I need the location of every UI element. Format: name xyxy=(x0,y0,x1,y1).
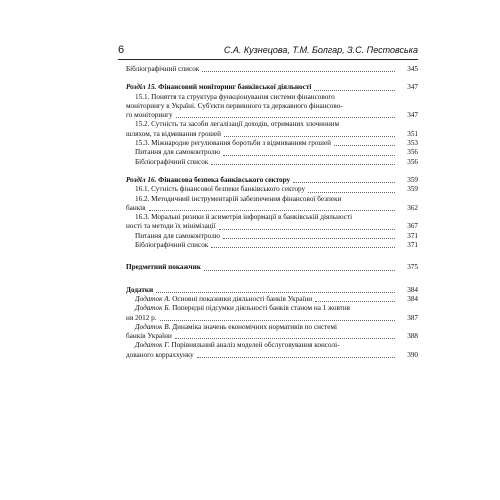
toc-entry-title: Питання для самоконтролю xyxy=(135,148,221,157)
toc-entry-title: 16.1. Сутність фінансової безпеки банківського сектору xyxy=(135,185,306,194)
toc-entry-title: Питання для самоконтролю xyxy=(135,231,221,240)
toc-entry-15-3 xyxy=(126,139,418,148)
toc-page-number: 345 xyxy=(407,65,418,73)
toc-entry-15-1-line1: 15.1. Поняття та структура функціонування системи фінансового xyxy=(135,92,335,101)
toc-appendix-g-line1 xyxy=(126,341,418,350)
toc-subject-index xyxy=(126,263,418,272)
page-header xyxy=(118,44,418,58)
toc-appendix-v xyxy=(126,332,418,341)
toc-appendix-v-line2: банків України xyxy=(126,332,172,341)
dot-leader xyxy=(211,164,395,165)
toc-section-16 xyxy=(126,176,418,185)
toc-entry-15-2 xyxy=(126,130,418,139)
toc-page-number: 347 xyxy=(407,83,418,92)
appendix-title: Порівняльний аналіз моделей обслуговування консолі- xyxy=(171,341,340,350)
toc-entry-15-1 xyxy=(126,111,418,120)
authors: С.А. Кузнецова, Т.М. Болгар, З.С. Пестовська xyxy=(223,45,418,55)
section-title: Фінансовий моніторинг банківської діяльності xyxy=(158,83,312,92)
appendix-prefix: Додаток Г. xyxy=(135,341,170,350)
toc-appendix-b xyxy=(126,314,418,323)
toc-page-number: 359 xyxy=(407,185,418,194)
toc-appendix-a xyxy=(126,295,418,304)
toc-entry-title: Бібліографічний список xyxy=(126,65,200,73)
toc-entry-title: Бібліографічний список xyxy=(135,241,209,250)
toc-page-number: 359 xyxy=(407,175,418,184)
dot-leader xyxy=(156,292,395,293)
toc-entry-16-2 xyxy=(126,204,418,213)
section-prefix: Розділ 15. xyxy=(126,83,157,92)
toc-entry-16-1 xyxy=(126,185,418,194)
toc-section-15 xyxy=(126,83,418,92)
dot-leader xyxy=(204,270,395,271)
toc-entry-16-3 xyxy=(126,222,418,231)
dot-leader xyxy=(149,210,395,211)
dot-leader xyxy=(160,320,395,321)
toc-entry-title: Бібліографічний список xyxy=(135,157,209,166)
toc-page-number: 353 xyxy=(407,139,418,148)
toc-entry-16-3-line1: 16.3. Моральні ризики й асиметрія інформації в банківській діяльності xyxy=(135,213,353,222)
toc-entry-16-questions xyxy=(126,232,418,241)
toc-page-number: 375 xyxy=(407,263,418,272)
toc-page-number: 351 xyxy=(407,129,418,138)
appendix-prefix: Додаток А. xyxy=(135,294,171,303)
toc-page-number: 362 xyxy=(407,203,418,212)
toc-page-number: 388 xyxy=(407,332,418,341)
toc-entry-16-bibliography xyxy=(126,241,418,250)
toc-entry-15-bibliography xyxy=(126,158,418,167)
toc-entry-title: 15.3. Міжнародне регулювання боротьби з відмиванням грошей xyxy=(135,139,331,148)
toc-page-number: 384 xyxy=(407,285,418,294)
toc-page-number: 390 xyxy=(407,350,418,359)
toc-appendix-b-line2: ня 2012 р. xyxy=(126,313,157,322)
toc-entry-bibliography-14 xyxy=(126,65,418,74)
dot-leader xyxy=(197,357,395,358)
appendix-title: Основні показники діяльності банків України xyxy=(172,294,313,303)
toc-appendices xyxy=(126,286,418,295)
toc-entry-15-questions xyxy=(126,148,418,157)
toc-appendix-g-line2: дованого корраххунку xyxy=(126,350,194,359)
dot-leader xyxy=(175,338,395,339)
dot-leader xyxy=(219,229,395,230)
appendix-title: Динаміка значень економічних нормативів по системі xyxy=(172,322,338,331)
dot-leader xyxy=(293,182,395,183)
toc-page-number: 356 xyxy=(407,157,418,166)
toc-page-number: 371 xyxy=(407,241,418,250)
toc-page-number: 356 xyxy=(407,148,418,157)
section-prefix: Розділ 16. xyxy=(126,175,157,184)
appendix-title: Попередні підсумки діяльності банків станом на 1 жовтня xyxy=(172,304,350,313)
toc-page-number: 384 xyxy=(407,294,418,303)
toc-entry-title: Предметний покажчик xyxy=(126,263,201,272)
appendix-prefix: Додаток Б. xyxy=(135,304,171,313)
dot-leader xyxy=(211,247,395,248)
toc-entry-title: Додатки xyxy=(126,285,154,294)
dot-leader xyxy=(224,136,395,137)
toc-entry-16-2-line1: 16.2. Методичний інструментарій забезпечення фінансової безпеки xyxy=(135,194,342,203)
dot-leader xyxy=(314,90,395,91)
dot-leader xyxy=(202,71,395,72)
dot-leader xyxy=(223,155,395,156)
header-rule xyxy=(118,59,418,60)
section-title: Фінансова безпека банківського сектору xyxy=(158,175,291,184)
appendix-prefix: Додаток В. xyxy=(135,322,171,331)
toc-entry-15-2-line2: шляхом, та відмивання грошей xyxy=(126,129,221,138)
toc-entry-15-1-line2: моніторингу в Україні. Суб'єкти первинного та державного фінансово- xyxy=(126,101,343,110)
toc-page-number: 371 xyxy=(407,231,418,240)
table-of-contents xyxy=(126,65,418,360)
toc-entry-15-2-line1: 15.2. Сутність та засоби легалізації доходів, отриманих злочинним xyxy=(135,120,340,129)
dot-leader xyxy=(315,301,395,302)
dot-leader xyxy=(176,117,395,118)
toc-appendix-b-line1 xyxy=(126,304,418,313)
page-number: 6 xyxy=(118,44,125,56)
toc-appendix-v-line1 xyxy=(126,323,418,332)
toc-page-number: 367 xyxy=(407,222,418,231)
toc-appendix-g xyxy=(126,351,418,360)
toc-entry-16-2-line2: банків xyxy=(126,203,146,212)
dot-leader xyxy=(223,238,395,239)
toc-entry-16-3-line2: ності та методи їх мінімізації xyxy=(126,222,216,231)
dot-leader xyxy=(334,145,395,146)
toc-page-number: 387 xyxy=(407,313,418,322)
toc-page-number: 347 xyxy=(407,111,418,120)
toc-entry-15-1-line3: го моніторингу xyxy=(126,111,173,120)
dot-leader xyxy=(308,192,395,193)
